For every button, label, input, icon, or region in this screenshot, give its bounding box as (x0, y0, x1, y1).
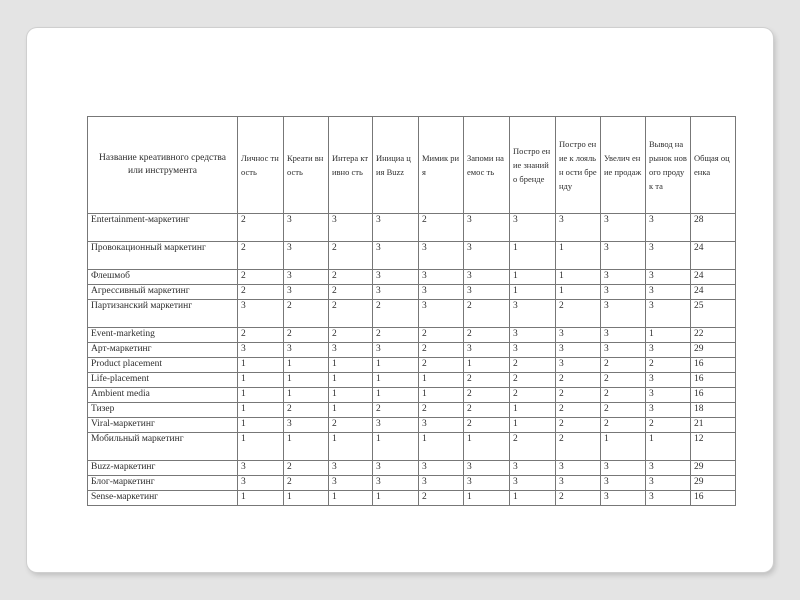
total-score-cell: 16 (691, 358, 736, 373)
score-cell: 3 (510, 214, 556, 242)
tool-name-cell: Product placement (88, 358, 238, 373)
score-cell: 3 (464, 285, 510, 300)
score-cell: 3 (646, 343, 691, 358)
score-cell: 2 (464, 300, 510, 328)
table-row (88, 285, 736, 300)
score-cell: 3 (601, 285, 646, 300)
score-cell: 3 (329, 476, 373, 491)
score-cell: 2 (556, 373, 601, 388)
tool-name-cell: Арт-маркетинг (88, 343, 238, 358)
tool-name-cell: Провокационный маркетинг (88, 242, 238, 270)
score-cell: 3 (556, 358, 601, 373)
score-cell: 1 (510, 242, 556, 270)
score-cell: 2 (464, 328, 510, 343)
score-cell: 3 (373, 418, 419, 433)
score-cell: 2 (601, 373, 646, 388)
score-cell: 3 (284, 418, 329, 433)
score-cell: 1 (646, 433, 691, 461)
score-cell: 2 (556, 418, 601, 433)
score-cell: 2 (238, 242, 284, 270)
total-score-cell: 16 (691, 373, 736, 388)
score-cell: 1 (510, 403, 556, 418)
score-cell: 3 (284, 270, 329, 285)
score-cell: 3 (464, 461, 510, 476)
score-cell: 3 (601, 214, 646, 242)
column-header: Вывод на рынок нового продук та (646, 117, 691, 214)
score-cell: 3 (464, 270, 510, 285)
score-cell: 2 (646, 358, 691, 373)
total-score-cell: 16 (691, 388, 736, 403)
score-cell: 2 (238, 285, 284, 300)
score-cell: 3 (556, 476, 601, 491)
tool-name-cell: Viral-маркетинг (88, 418, 238, 433)
score-cell: 2 (510, 433, 556, 461)
column-header: Мимик рия (419, 117, 464, 214)
score-cell: 1 (373, 373, 419, 388)
score-cell: 2 (464, 418, 510, 433)
score-cell: 2 (238, 270, 284, 285)
score-cell: 2 (556, 433, 601, 461)
score-cell: 3 (373, 285, 419, 300)
score-cell: 1 (238, 403, 284, 418)
score-cell: 3 (419, 285, 464, 300)
score-cell: 3 (646, 476, 691, 491)
tool-name-cell: Ambient media (88, 388, 238, 403)
score-cell: 2 (601, 403, 646, 418)
score-cell: 1 (373, 491, 419, 506)
score-cell: 3 (601, 476, 646, 491)
score-cell: 2 (284, 328, 329, 343)
score-cell: 1 (238, 373, 284, 388)
table-row (88, 388, 736, 403)
score-cell: 3 (238, 343, 284, 358)
score-cell: 2 (419, 403, 464, 418)
score-cell: 3 (373, 242, 419, 270)
column-header: Название креативного средства или инструмента (88, 117, 238, 214)
score-cell: 3 (646, 491, 691, 506)
tool-name-cell: Блог-маркетинг (88, 476, 238, 491)
score-cell: 3 (556, 328, 601, 343)
score-cell: 1 (419, 433, 464, 461)
score-cell: 2 (419, 328, 464, 343)
score-cell: 3 (510, 343, 556, 358)
score-cell: 3 (419, 418, 464, 433)
tool-name-cell: Sense-маркетинг (88, 491, 238, 506)
score-cell: 1 (556, 285, 601, 300)
score-cell: 2 (284, 300, 329, 328)
table-row (88, 300, 736, 328)
score-cell: 1 (373, 388, 419, 403)
score-cell: 3 (601, 461, 646, 476)
column-header: Увелич ение продаж (601, 117, 646, 214)
score-cell: 3 (601, 343, 646, 358)
score-cell: 3 (464, 214, 510, 242)
score-cell: 1 (284, 388, 329, 403)
score-cell: 3 (646, 270, 691, 285)
score-cell: 2 (329, 270, 373, 285)
score-cell: 1 (238, 358, 284, 373)
tool-name-cell: Buzz-маркетинг (88, 461, 238, 476)
score-cell: 2 (329, 300, 373, 328)
score-cell: 1 (419, 373, 464, 388)
score-cell: 2 (601, 388, 646, 403)
score-cell: 2 (464, 373, 510, 388)
score-cell: 1 (556, 270, 601, 285)
score-cell: 2 (510, 388, 556, 403)
score-cell: 2 (419, 491, 464, 506)
score-cell: 2 (510, 358, 556, 373)
table-row (88, 403, 736, 418)
total-score-cell: 24 (691, 270, 736, 285)
score-cell: 2 (601, 418, 646, 433)
score-cell: 2 (556, 300, 601, 328)
tool-name-cell: Агрессивный маркетинг (88, 285, 238, 300)
total-score-cell: 18 (691, 403, 736, 418)
total-score-cell: 29 (691, 461, 736, 476)
score-cell: 1 (556, 242, 601, 270)
total-score-cell: 29 (691, 343, 736, 358)
tool-name-cell: Entertainment-маркетинг (88, 214, 238, 242)
score-cell: 2 (373, 403, 419, 418)
score-cell: 3 (646, 403, 691, 418)
score-cell: 2 (373, 328, 419, 343)
score-cell: 3 (556, 214, 601, 242)
score-cell: 3 (646, 214, 691, 242)
score-cell: 2 (464, 403, 510, 418)
score-cell: 1 (284, 433, 329, 461)
table-body (88, 214, 736, 506)
score-cell: 2 (329, 242, 373, 270)
score-cell: 3 (284, 242, 329, 270)
tool-name-cell: Партизанский маркетинг (88, 300, 238, 328)
score-cell: 3 (646, 373, 691, 388)
score-cell: 3 (646, 242, 691, 270)
column-header: Интера ктивно сть (329, 117, 373, 214)
score-cell: 3 (373, 343, 419, 358)
score-cell: 1 (464, 358, 510, 373)
score-cell: 2 (284, 461, 329, 476)
score-cell: 1 (464, 433, 510, 461)
table-row (88, 242, 736, 270)
total-score-cell: 24 (691, 242, 736, 270)
score-cell: 3 (329, 214, 373, 242)
score-cell: 3 (646, 388, 691, 403)
score-cell: 1 (329, 388, 373, 403)
total-score-cell: 24 (691, 285, 736, 300)
table-row (88, 358, 736, 373)
score-cell: 2 (419, 358, 464, 373)
column-header: Общая оценка (691, 117, 736, 214)
tool-name-cell: Мобильный маркетинг (88, 433, 238, 461)
score-cell: 2 (646, 418, 691, 433)
total-score-cell: 16 (691, 491, 736, 506)
table-row (88, 461, 736, 476)
score-cell: 3 (646, 300, 691, 328)
total-score-cell: 25 (691, 300, 736, 328)
tool-name-cell: Тизер (88, 403, 238, 418)
score-cell: 2 (329, 328, 373, 343)
score-cell: 1 (329, 358, 373, 373)
score-cell: 3 (464, 242, 510, 270)
score-cell: 1 (510, 270, 556, 285)
score-cell: 2 (464, 388, 510, 403)
score-cell: 3 (510, 328, 556, 343)
score-cell: 2 (373, 300, 419, 328)
score-cell: 3 (373, 270, 419, 285)
table-row (88, 476, 736, 491)
tool-name-cell: Флешмоб (88, 270, 238, 285)
header-row (88, 117, 736, 214)
score-cell: 3 (464, 476, 510, 491)
score-cell: 1 (510, 285, 556, 300)
score-cell: 3 (419, 270, 464, 285)
score-cell: 3 (601, 242, 646, 270)
score-cell: 3 (419, 461, 464, 476)
table-row (88, 433, 736, 461)
score-cell: 1 (238, 491, 284, 506)
score-cell: 3 (238, 476, 284, 491)
score-cell: 2 (556, 491, 601, 506)
score-cell: 3 (419, 300, 464, 328)
total-score-cell: 22 (691, 328, 736, 343)
table-row (88, 328, 736, 343)
score-cell: 2 (419, 214, 464, 242)
score-cell: 1 (329, 403, 373, 418)
score-cell: 2 (601, 358, 646, 373)
score-cell: 3 (373, 214, 419, 242)
score-cell: 2 (510, 373, 556, 388)
score-cell: 1 (238, 388, 284, 403)
score-cell: 3 (373, 461, 419, 476)
table-row (88, 418, 736, 433)
score-cell: 1 (373, 358, 419, 373)
score-cell: 2 (238, 328, 284, 343)
score-cell: 3 (510, 476, 556, 491)
score-cell: 3 (510, 461, 556, 476)
score-cell: 3 (646, 285, 691, 300)
score-cell: 1 (329, 491, 373, 506)
column-header: Личнос тность (238, 117, 284, 214)
score-cell: 1 (373, 433, 419, 461)
total-score-cell: 21 (691, 418, 736, 433)
score-cell: 3 (601, 328, 646, 343)
score-cell: 3 (238, 300, 284, 328)
column-header: Инициа ция Buzz (373, 117, 419, 214)
tool-name-cell: Event-marketing (88, 328, 238, 343)
score-cell: 1 (646, 328, 691, 343)
score-cell: 2 (556, 403, 601, 418)
total-score-cell: 29 (691, 476, 736, 491)
score-cell: 3 (556, 343, 601, 358)
score-cell: 3 (646, 461, 691, 476)
tool-name-cell: Life-placement (88, 373, 238, 388)
score-cell: 3 (464, 343, 510, 358)
column-header: Постро ение знаний о бренде (510, 117, 556, 214)
score-cell: 2 (238, 214, 284, 242)
score-cell: 3 (284, 285, 329, 300)
score-cell: 1 (329, 433, 373, 461)
score-cell: 2 (284, 403, 329, 418)
score-cell: 1 (510, 491, 556, 506)
score-cell: 3 (601, 300, 646, 328)
score-cell: 3 (238, 461, 284, 476)
score-cell: 1 (601, 433, 646, 461)
score-cell: 3 (329, 461, 373, 476)
score-cell: 1 (329, 373, 373, 388)
score-cell: 1 (284, 358, 329, 373)
score-cell: 1 (464, 491, 510, 506)
score-cell: 2 (329, 418, 373, 433)
score-cell: 3 (556, 461, 601, 476)
total-score-cell: 28 (691, 214, 736, 242)
table-row (88, 343, 736, 358)
column-header: Запоми наемос ть (464, 117, 510, 214)
table-row (88, 373, 736, 388)
score-cell: 1 (238, 433, 284, 461)
table-row (88, 214, 736, 242)
score-cell: 2 (329, 285, 373, 300)
table-row (88, 270, 736, 285)
score-cell: 3 (510, 300, 556, 328)
total-score-cell: 12 (691, 433, 736, 461)
score-cell: 3 (284, 214, 329, 242)
score-cell: 3 (329, 343, 373, 358)
score-cell: 3 (601, 491, 646, 506)
score-cell: 1 (419, 388, 464, 403)
score-cell: 1 (284, 373, 329, 388)
score-cell: 2 (556, 388, 601, 403)
score-cell: 1 (510, 418, 556, 433)
assessment-table (87, 116, 736, 506)
column-header: Креати вность (284, 117, 329, 214)
score-cell: 3 (419, 242, 464, 270)
score-cell: 2 (419, 343, 464, 358)
score-cell: 1 (284, 491, 329, 506)
score-cell: 3 (601, 270, 646, 285)
column-header: Постро ение к лояльн ости бренду (556, 117, 601, 214)
score-cell: 1 (238, 418, 284, 433)
table-row (88, 491, 736, 506)
score-cell: 3 (284, 343, 329, 358)
score-cell: 3 (373, 476, 419, 491)
score-cell: 2 (284, 476, 329, 491)
score-cell: 3 (419, 476, 464, 491)
